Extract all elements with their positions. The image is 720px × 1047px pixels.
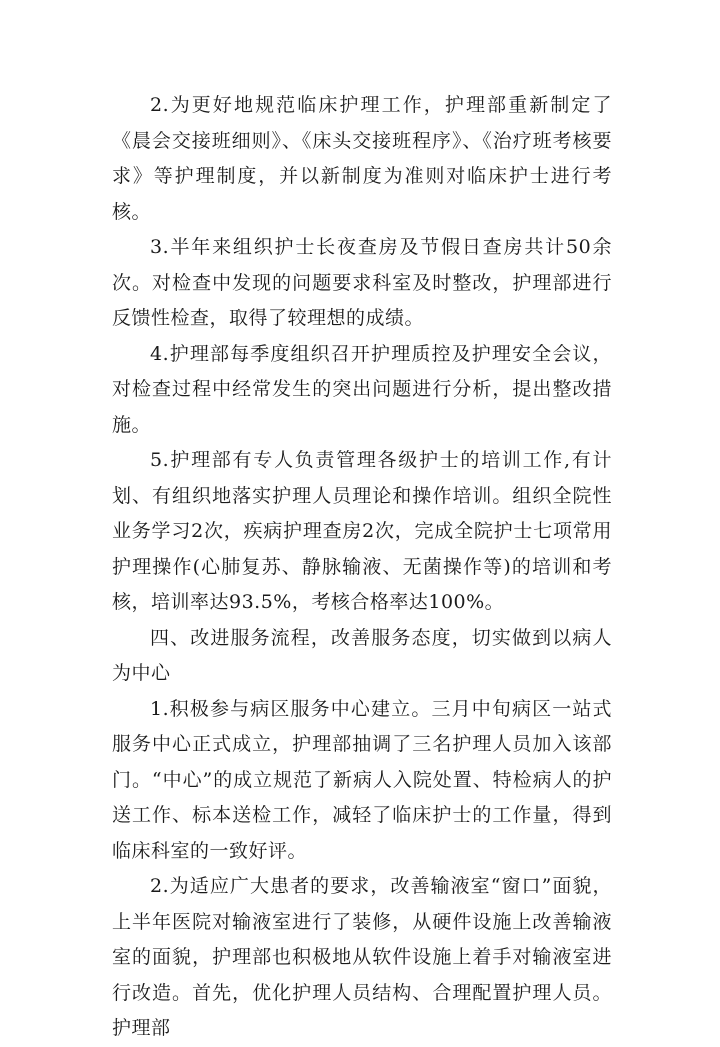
section-heading-service-process: 四、改进服务流程，改善服务态度，切实做到以病人为中心 <box>112 626 612 684</box>
paragraph-item-1-service-center: 1.积极参与病区服务中心建立。三月中旬病区一站式服务中心正式成立，护理部抽调了三名护理人员加入该部门。“中心”的成立规范了新病人入院处置、特检病人的护送工作、标本送检工作，减轻了临床护士的工作量，得到临床科室的一致好评。 <box>112 697 612 862</box>
paragraph-item-3-night-rounds: 3.半年来组织护士长夜查房及节假日查房共计50余次。对检查中发现的问题要求科室及时整改，护理部进行反馈性检查，取得了较理想的成绩。 <box>112 236 612 329</box>
paragraph-item-2-infusion-room: 2.为适应广大患者的要求，改善输液室“窗口”面貌，上半年医院对输液室进行了装修，从硬件设施上改善输液室的面貌，护理部也积极地从软件设施上着手对输液室进行改造。首先，优化护理人员结构、合理配置护理人员。护理部 <box>112 875 612 1039</box>
document-body <box>112 88 612 1047</box>
paragraph-item-2-rules: 2.为更好地规范临床护理工作，护理部重新制定了《晨会交接班细则》、《床头交接班程序》、《治疗班考核要求》等护理制度，并以新制度为准则对临床护士进行考核。 <box>112 94 612 223</box>
paragraph-item-5-training: 5.护理部有专人负责管理各级护士的培训工作,有计划、有组织地落实护理人员理论和操作培训。组织全院性业务学习2次，疾病护理查房2次，完成全院护士七项常用护理操作(心肺复苏、静脉输液、无菌操作等)的培训和考核，培训率达93.5%，考核合格率达100%。 <box>112 449 612 613</box>
paragraph-item-4-quality-meetings: 4.护理部每季度组织召开护理质控及护理安全会议，对检查过程中经常发生的突出问题进行分析，提出整改措施。 <box>112 342 612 436</box>
